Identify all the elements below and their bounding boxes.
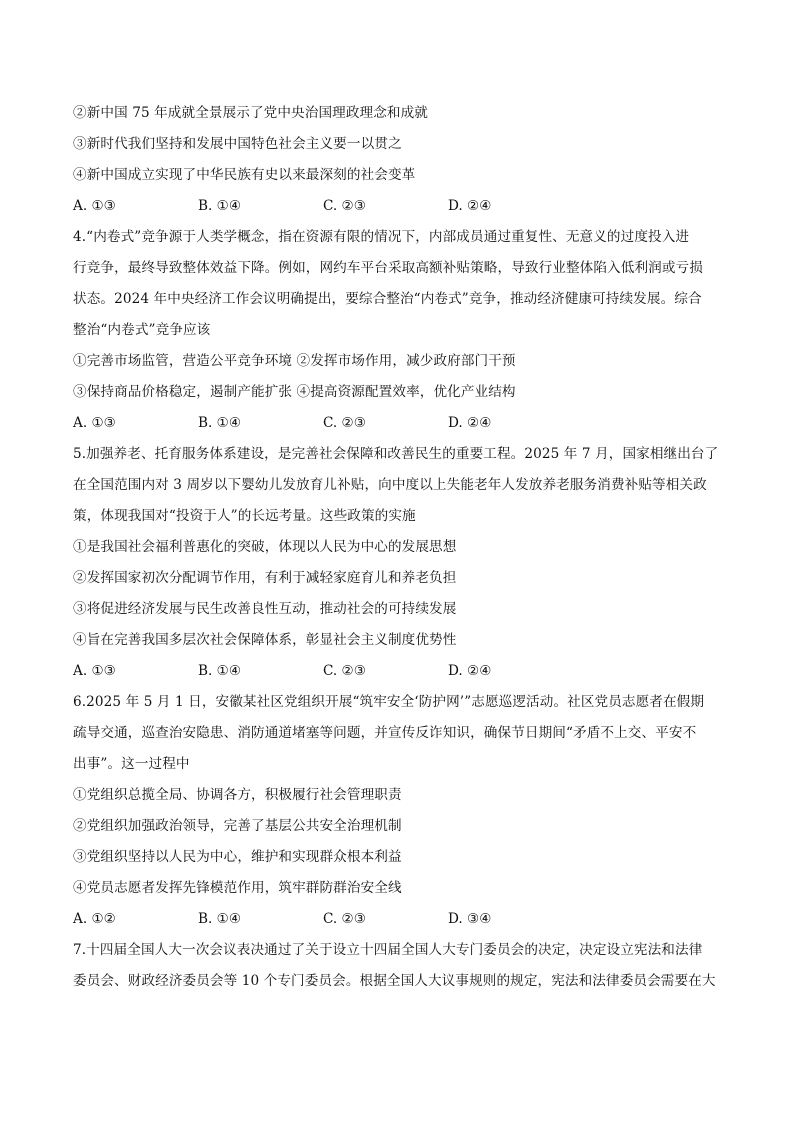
q4-stem-line: 整治“内卷式”竞争应该	[73, 322, 211, 338]
q5-option-3: ③将促进经济发展与民生改善良性互动，推动社会的可持续发展	[73, 601, 457, 617]
q7-stem-line: 委员会、财政经济委员会等 10 个专门委员会。根据全国人大议事规则的规定，宪法和法律委员会需要在大	[73, 973, 716, 989]
q3-choice-c[interactable]: C. ②③	[323, 198, 366, 214]
q3-choice-b[interactable]: B. ①④	[198, 198, 242, 214]
q3-option-4: ④新中国成立实现了中华民族有史以来最深刻的社会变革	[73, 167, 416, 183]
q5-stem-line: 5.加强养老、托育服务体系建设，是完善社会保障和改善民生的重要工程。2025 年 7 月，国家相继出台了	[73, 446, 719, 462]
q5-stem-line: 策，体现我国对“投资于人”的长远考量。这些政策的实施	[73, 508, 416, 524]
q6-option-2: ②党组织加强政治领导，完善了基层公共安全治理机制	[73, 818, 402, 834]
q4-choice-b[interactable]: B. ①④	[198, 415, 242, 431]
q5-option-2: ②发挥国家初次分配调节作用，有利于减轻家庭育儿和养老负担	[73, 570, 457, 586]
q4-choice-c[interactable]: C. ②③	[323, 415, 366, 431]
q6-option-3: ③党组织坚持以人民为中心，维护和实现群众根本利益	[73, 849, 402, 865]
question-5	[73, 439, 723, 687]
q4-stem-line: 4.“内卷式”竞争源于人类学概念，指在资源有限的情况下，内部成员通过重复性、无意义的过度投入进	[73, 229, 690, 245]
question-4	[73, 222, 723, 439]
q5-option-4: ④旨在完善我国多层次社会保障体系，彰显社会主义制度优势性	[73, 632, 457, 648]
question-7	[73, 935, 723, 997]
exam-page	[73, 98, 723, 997]
q3-option-3: ③新时代我们坚持和发展中国特色社会主义要一以贯之	[73, 136, 402, 152]
q5-choice-a[interactable]: A. ①③	[73, 663, 116, 679]
question-6	[73, 687, 723, 935]
q5-choice-d[interactable]: D. ②④	[448, 663, 492, 679]
q4-options-line-1: ①完善市场监管，营造公平竞争环境 ②发挥市场作用，减少政府部门干预	[73, 353, 516, 369]
q6-choice-c[interactable]: C. ②③	[323, 911, 366, 927]
q4-answer-choices	[73, 408, 723, 439]
q3-choice-d[interactable]: D. ②④	[448, 198, 492, 214]
q6-option-1: ①党组织总揽全局、协调各方，积极履行社会管理职责	[73, 787, 402, 803]
q6-choice-b[interactable]: B. ①④	[198, 911, 242, 927]
q4-choice-a[interactable]: A. ①③	[73, 415, 116, 431]
q6-stem-line: 疏导交通，巡查治安隐患、消防通道堵塞等问题，并宣传反诈知识，确保节日期间“矛盾不上交、平安不	[73, 725, 697, 741]
q6-choice-d[interactable]: D. ③④	[448, 911, 492, 927]
q6-choice-a[interactable]: A. ①②	[73, 911, 116, 927]
q3-option-2: ②新中国 75 年成就全景展示了党中央治国理政理念和成就	[73, 105, 428, 121]
q6-stem-line: 6.2025 年 5 月 1 日，安徽某社区党组织开展“筑牢安全‘防护网’”志愿巡逻活动。社区党员志愿者在假期	[73, 694, 705, 710]
q6-answer-choices	[73, 904, 723, 935]
question-3-continued	[73, 98, 723, 222]
q5-option-1: ①是我国社会福利普惠化的突破，体现以人民为中心的发展思想	[73, 539, 457, 555]
q4-stem-line: 状态。2024 年中央经济工作会议明确提出，要综合整治“内卷式”竞争，推动经济健康可持续发展。综合	[73, 291, 702, 307]
q7-stem-line: 7.十四届全国人大一次会议表决通过了关于设立十四届全国人大专门委员会的决定，决定设立宪法和法律	[73, 942, 703, 958]
q4-stem-line: 行竞争，最终导致整体效益下降。例如，网约车平台采取高额补贴策略，导致行业整体陷入低利润或亏损	[73, 260, 703, 276]
q5-stem-line: 在全国范围内对 3 周岁以下婴幼儿发放育儿补贴，向中度以上失能老年人发放养老服务消费补贴等相关政	[73, 477, 707, 493]
q5-choice-c[interactable]: C. ②③	[323, 663, 366, 679]
q3-choice-a[interactable]: A. ①③	[73, 198, 116, 214]
q6-option-4: ④党员志愿者发挥先锋模范作用，筑牢群防群治安全线	[73, 880, 402, 896]
q6-stem-line: 出事”。这一过程中	[73, 756, 190, 772]
q5-answer-choices	[73, 656, 723, 687]
q5-choice-b[interactable]: B. ①④	[198, 663, 242, 679]
q4-options-line-2: ③保持商品价格稳定，遏制产能扩张 ④提高资源配置效率，优化产业结构	[73, 384, 516, 400]
q3-answer-choices	[73, 191, 723, 222]
q4-choice-d[interactable]: D. ②④	[448, 415, 492, 431]
